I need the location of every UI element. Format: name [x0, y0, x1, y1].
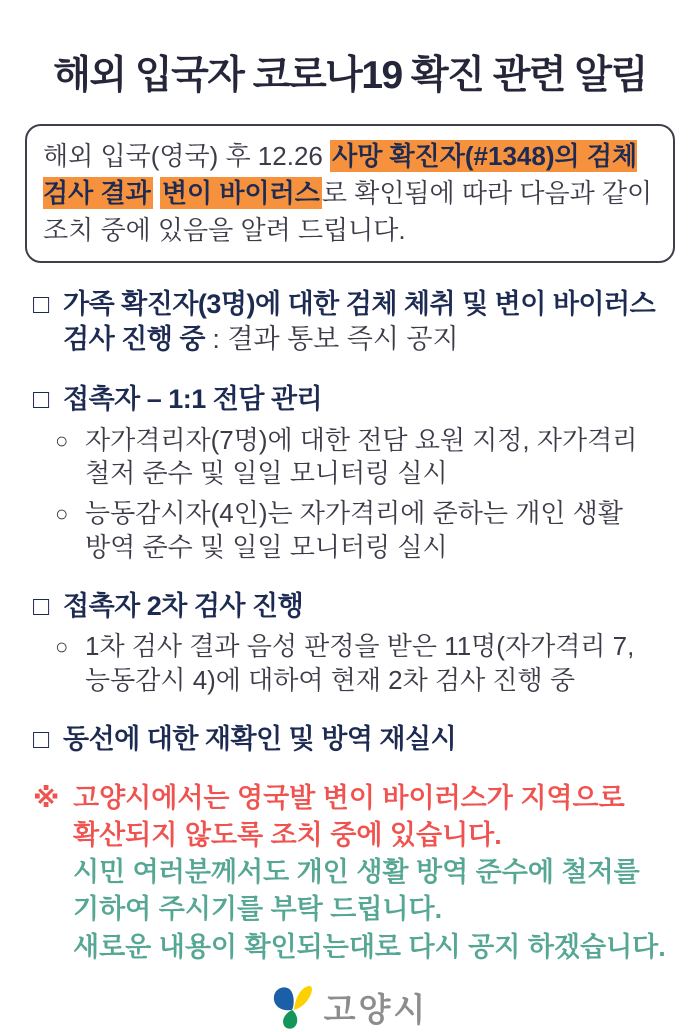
- circle-bullet-icon: ○: [55, 427, 69, 453]
- notice-highlight-variant: 변이 바이러스: [161, 177, 320, 208]
- list-item: [55, 630, 667, 698]
- bullet-text: 1차 검사 결과 음성 판정을 받은 11명(자가격리 7, 능동감시 4)에 대하여 현재 2차 검사 진행 중: [85, 631, 635, 696]
- section-title-bold: 접촉자 – 1:1 전담 관리: [63, 383, 323, 414]
- section-contact-management: [33, 382, 667, 565]
- page-title: 해외 입국자 코로나19 확진 관련 알림: [53, 54, 647, 97]
- section-heading-text: [63, 589, 667, 625]
- footnote-update-text: 새로운 내용이 확인되는대로 다시 공지 하겠습니다.: [73, 931, 666, 962]
- goyang-logo-text: 고양시: [323, 991, 429, 1029]
- section-second-testing: [33, 589, 667, 698]
- section-title-bold: 접촉자 2차 검사 진행: [63, 590, 304, 621]
- checkbox-marker-icon: □: [33, 724, 50, 754]
- footer: [0, 984, 700, 1032]
- reference-mark-icon: ※: [33, 782, 60, 813]
- checkbox-marker-icon: □: [33, 383, 50, 414]
- checkbox-marker-icon: □: [33, 288, 50, 319]
- notice-page: [0, 44, 700, 1029]
- section-heading: [33, 287, 667, 358]
- circle-bullet-icon: ○: [55, 501, 69, 527]
- notice-box: [25, 124, 675, 263]
- circle-bullet-icon: ○: [55, 634, 69, 660]
- footnote-text: [73, 780, 667, 966]
- section-heading-text: [63, 722, 667, 758]
- section-heading: [33, 589, 667, 625]
- list-item: [55, 497, 667, 565]
- footnote-request-text: 시민 여러분께서도 개인 생활 방역 준수에 철저를 기하여 주시기를 부탁 드립니다.: [73, 857, 640, 925]
- section-heading: [33, 722, 667, 758]
- notice-pre-text: 해외 입국(영국) 후 12.26: [43, 141, 331, 171]
- list-item: [55, 424, 667, 492]
- notice-post-text: 로 확인됨에 따라 다음과 같이 조치 중에 있음을 알려 드립니다.: [43, 177, 653, 245]
- section-route-disinfection: [33, 722, 667, 758]
- checkbox-marker-icon: □: [33, 590, 50, 621]
- section-heading: [33, 382, 667, 418]
- section-family-testing: [33, 287, 667, 358]
- section-list: [0, 287, 700, 758]
- bullet-text: 자가격리자(7명)에 대한 전담 요원 지정, 자가격리 철저 준수 및 일일 모니터링 실시: [85, 424, 638, 489]
- footnote: [33, 780, 667, 966]
- footnote-alert-text: 고양시에서는 영국발 변이 바이러스가 지역으로 확산되지 않도록 조치 중에 있습니다.: [73, 782, 625, 850]
- section-title-bold: 가족 확진자(3명)에 대한 검체 체취 및 변이 바이러스 검사 진행 중: [63, 288, 656, 355]
- section-heading-text: [63, 382, 667, 418]
- goyang-city-flower-logo-icon: [272, 984, 316, 1032]
- notice-text: [43, 138, 657, 249]
- bullet-text: 능동감시자(4인)는 자가격리에 준하는 개인 생활 방역 준수 및 일일 모니터링 실시: [85, 498, 623, 562]
- notice-highlight-death-case: 사망 확진자(#1348)의 검체 검사 결과: [43, 141, 638, 208]
- section-title-bold: 동선에 대한 재확인 및 방역 재실시: [63, 724, 457, 754]
- section-title-regular: : 결과 통보 즉시 공지: [204, 324, 459, 355]
- section-heading-text: [63, 287, 667, 358]
